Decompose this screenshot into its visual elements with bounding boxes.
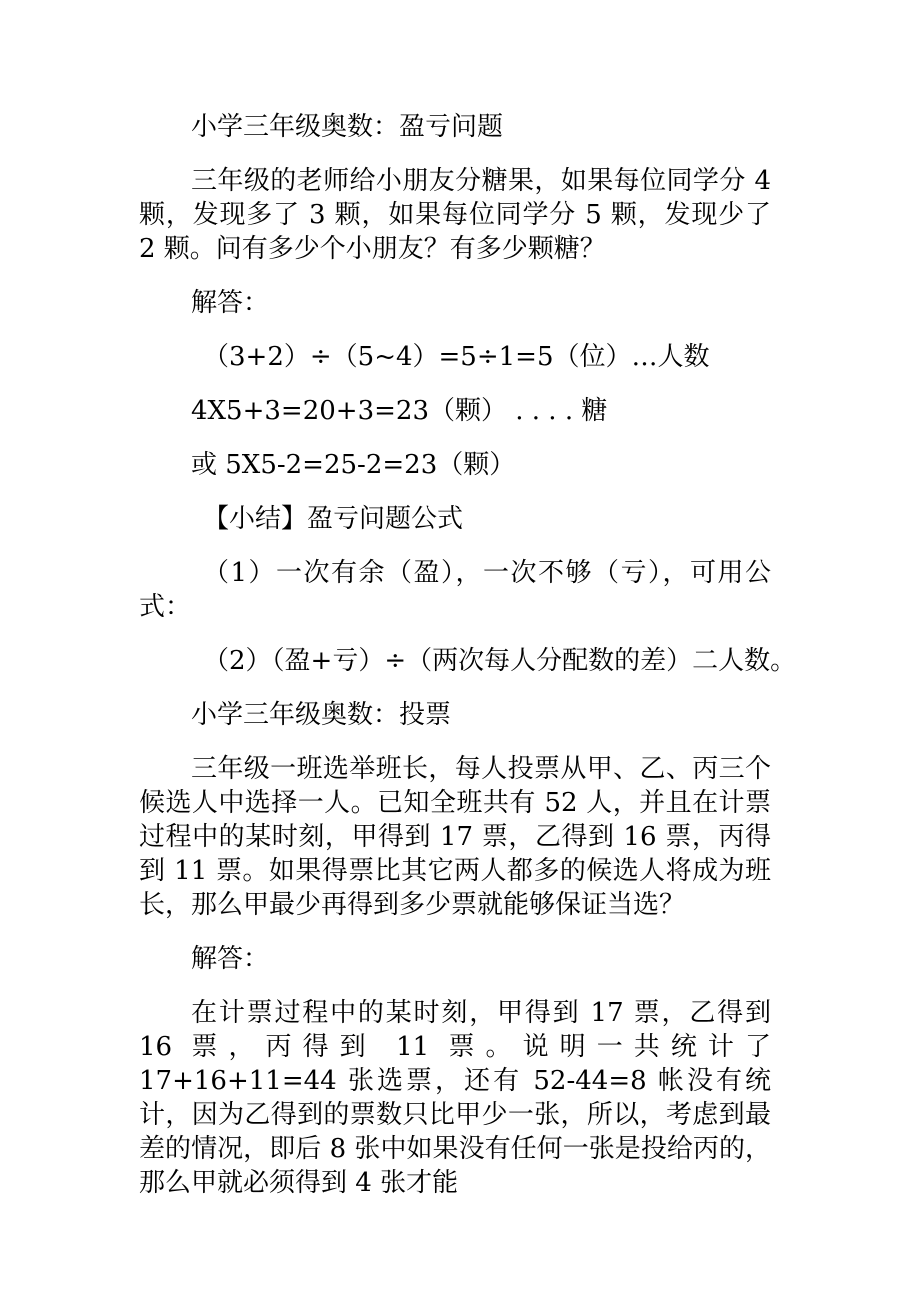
solution-step-candy: 4X5+3=20+3=23（颗） . . . . 糖 xyxy=(191,396,608,426)
section-title-voting: 小学三年级奥数：投票 xyxy=(191,700,452,730)
summary-title: 【小结】盈亏问题公式 xyxy=(203,504,464,534)
document-body xyxy=(139,110,797,1200)
problem-candy: 三年级的老师给小朋友分糖果，如果每位同学分 4 颗，发现多了 3 颗，如果每位同学分 5 颗，发现少了 2 颗。问有多少个小朋友？有多少颗糖？ xyxy=(139,166,771,264)
answer-label-voting: 解答： xyxy=(191,944,270,974)
problem-voting: 三年级一班选举班长，每人投票从甲、乙、丙三个候选人中选择一人。已知全班共有 52 人，并且在计票过程中的某时刻，甲得到 17 票，乙得到 16 票，丙得到 11 票。如果得票比其它两人都多的候选人将成为班长，那么甲最少再得到多少票就能够保证当选？ xyxy=(139,754,771,920)
answer-label: 解答： xyxy=(191,288,270,318)
solution-step-people: （3+2）÷（5~4）=5÷1=5（位）…人数 xyxy=(203,342,710,372)
formula-two: （2）（盈+亏）÷（两次每人分配数的差）二人数。 xyxy=(203,646,797,676)
formula-one: （1）一次有余（盈），一次不够（亏），可用公式： xyxy=(139,558,771,622)
solution-step-alt: 或 5X5-2=25-2=23（颗） xyxy=(191,450,516,480)
section-title-profit-loss: 小学三年级奥数：盈亏问题 xyxy=(191,112,504,142)
solution-voting: 在计票过程中的某时刻，甲得到 17 票，乙得到 16 票，丙得到 11 票。说明一共统计了 17+16+11=44 张选票，还有 52-44=8 帐没有统计，因为乙得到的票数只比甲少一张，所以，考虑到最差的情况，即后 8 张中如果没有任何一张是投给丙的，那么甲就必须得到 4 张才能 xyxy=(139,998,771,1198)
